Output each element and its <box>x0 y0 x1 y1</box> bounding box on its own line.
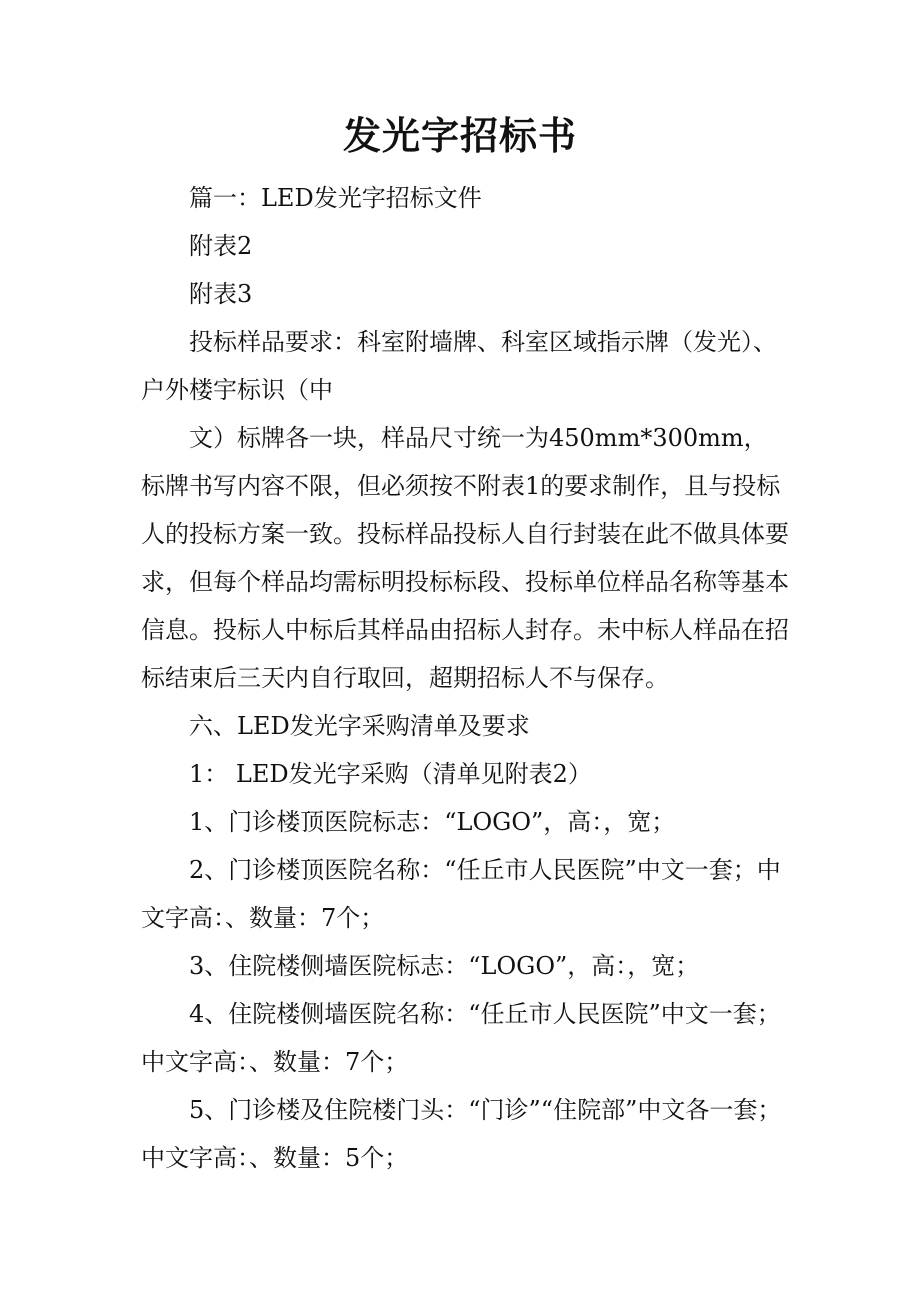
document-body <box>141 174 791 1182</box>
section-heading: 六、LED发光字采购清单及要求 <box>189 712 530 740</box>
list-item: 2、门诊楼顶医院名称：“任丘市人民医院”中文一套；中文字高：、数量：7个； <box>141 856 781 932</box>
list-item: 3、住院楼侧墙医院标志：“LOGO”，高：，宽； <box>189 952 700 980</box>
appendix-line: 附表3 <box>189 280 253 308</box>
paragraph: 文）标牌各一块，样品尺寸统一为450mm*300mm，标牌书写内容不限，但必须按不附表1的要求制作，且与投标人的投标方案一致。投标样品投标人自行封装在此不做具体要求，但每个样品均需标明投标标段、投标单位样品名称等基本信息。投标人中标后其样品由招标人封存。未中标人样品在招标结束后三天内自行取回，超期招标人不与保存。 <box>141 424 789 692</box>
list-item: 1、门诊楼顶医院标志：“LOGO”，高：，宽； <box>189 808 676 836</box>
appendix-line: 附表2 <box>189 232 253 260</box>
document-title: 发光字招标书 <box>342 113 577 158</box>
list-item: 4、住院楼侧墙医院名称：“任丘市人民医院”中文一套；中文字高：、数量：7个； <box>141 1000 781 1076</box>
list-item: 1： LED发光字采购（清单见附表2） <box>189 760 592 788</box>
paragraph: 投标样品要求：科室附墙牌、科室区域指示牌（发光）、户外楼宇标识（中 <box>141 328 777 404</box>
section-heading: 篇一：LED发光字招标文件 <box>189 184 482 212</box>
list-item: 5、门诊楼及住院楼门头：“门诊”“住院部”中文各一套；中文字高：、数量：5个； <box>141 1096 782 1172</box>
